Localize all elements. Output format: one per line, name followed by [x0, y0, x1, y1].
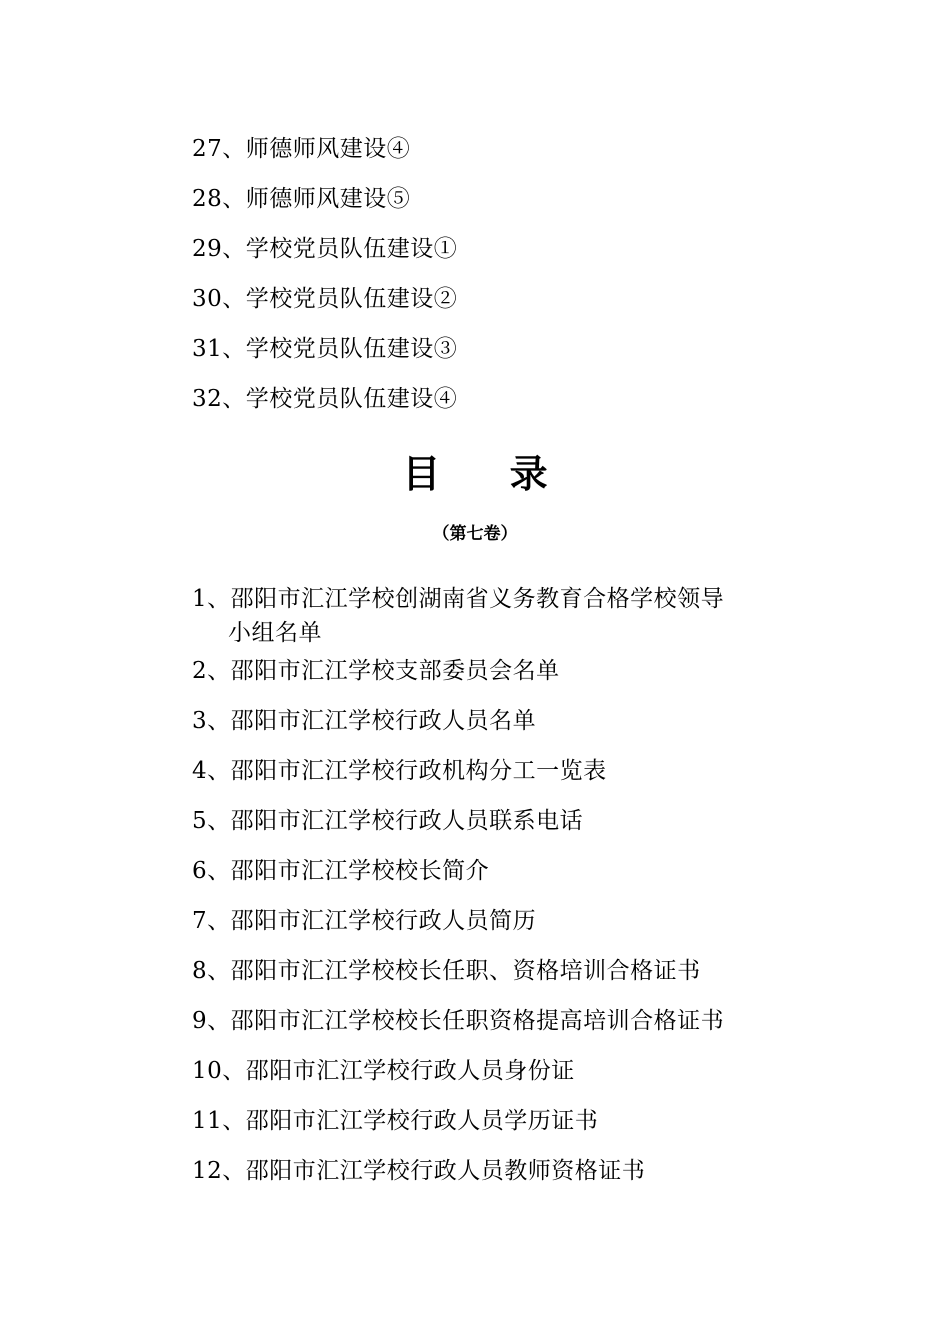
- item-text: 邵阳市汇江学校校长任职、资格培训合格证书: [230, 958, 701, 984]
- list-item: [192, 804, 752, 838]
- list-item: [192, 132, 457, 166]
- item-text: 学校党员队伍建设④: [245, 386, 458, 412]
- list-item: [192, 1004, 752, 1038]
- item-text: 邵阳市汇江学校行政人员名单: [230, 708, 537, 734]
- item-number: 11、: [192, 1108, 246, 1134]
- item-number: 5、: [192, 808, 231, 834]
- item-text: 邵阳市汇江学校支部委员会名单: [230, 658, 560, 684]
- item-text: 邵阳市汇江学校行政人员教师资格证书: [245, 1158, 646, 1184]
- item-text: 邵阳市汇江学校行政人员身份证: [245, 1058, 575, 1084]
- toc-list: [192, 582, 752, 1204]
- item-number: 27、: [192, 136, 246, 162]
- list-item: [192, 954, 752, 988]
- item-text: 邵阳市汇江学校行政人员简历: [230, 908, 537, 934]
- list-item: [192, 182, 457, 216]
- toc-title: 目 录: [402, 451, 576, 496]
- item-number: 28、: [192, 186, 246, 212]
- item-text: 邵阳市汇江学校行政人员联系电话: [230, 808, 584, 834]
- item-text: 邵阳市汇江学校校长简介: [230, 858, 490, 884]
- list-item: [192, 1104, 752, 1138]
- list-item: [192, 282, 457, 316]
- item-number: 6、: [192, 858, 231, 884]
- list-item: [192, 854, 752, 888]
- item-text-line2: 小组名单: [228, 620, 322, 646]
- item-number: 7、: [192, 908, 231, 934]
- item-text: 邵阳市汇江学校行政机构分工一览表: [230, 758, 607, 784]
- item-number: 9、: [192, 1008, 231, 1034]
- item-number: 3、: [192, 708, 231, 734]
- volume-subtitle: （第七卷）: [432, 524, 518, 544]
- list-item: [192, 754, 752, 788]
- previous-toc-list: [192, 132, 457, 432]
- item-text: 邵阳市汇江学校行政人员学历证书: [245, 1108, 599, 1134]
- item-number: 1、: [192, 586, 231, 612]
- item-number: 10、: [192, 1058, 246, 1084]
- item-text: 师德师风建设④: [245, 136, 411, 162]
- item-text: 学校党员队伍建设①: [245, 236, 458, 262]
- item-number: 2、: [192, 658, 231, 684]
- list-item: [192, 332, 457, 366]
- item-number: 12、: [192, 1158, 246, 1184]
- item-number: 29、: [192, 236, 246, 262]
- list-item: [192, 382, 457, 416]
- item-text-line1: 邵阳市汇江学校创湖南省义务教育合格学校领导: [230, 586, 725, 612]
- list-item: [192, 1054, 752, 1088]
- item-number: 30、: [192, 286, 246, 312]
- item-text: 邵阳市汇江学校校长任职资格提高培训合格证书: [230, 1008, 725, 1034]
- list-item: [192, 704, 752, 738]
- item-text: 学校党员队伍建设②: [245, 286, 458, 312]
- item-number: 8、: [192, 958, 231, 984]
- list-item: [192, 654, 752, 688]
- list-item: [192, 582, 752, 650]
- item-text: 学校党员队伍建设③: [245, 336, 458, 362]
- item-number: 31、: [192, 336, 246, 362]
- item-number: 4、: [192, 758, 231, 784]
- list-item: [192, 1154, 752, 1188]
- list-item: [192, 904, 752, 938]
- item-text: 师德师风建设⑤: [245, 186, 411, 212]
- list-item: [192, 232, 457, 266]
- item-number: 32、: [192, 386, 246, 412]
